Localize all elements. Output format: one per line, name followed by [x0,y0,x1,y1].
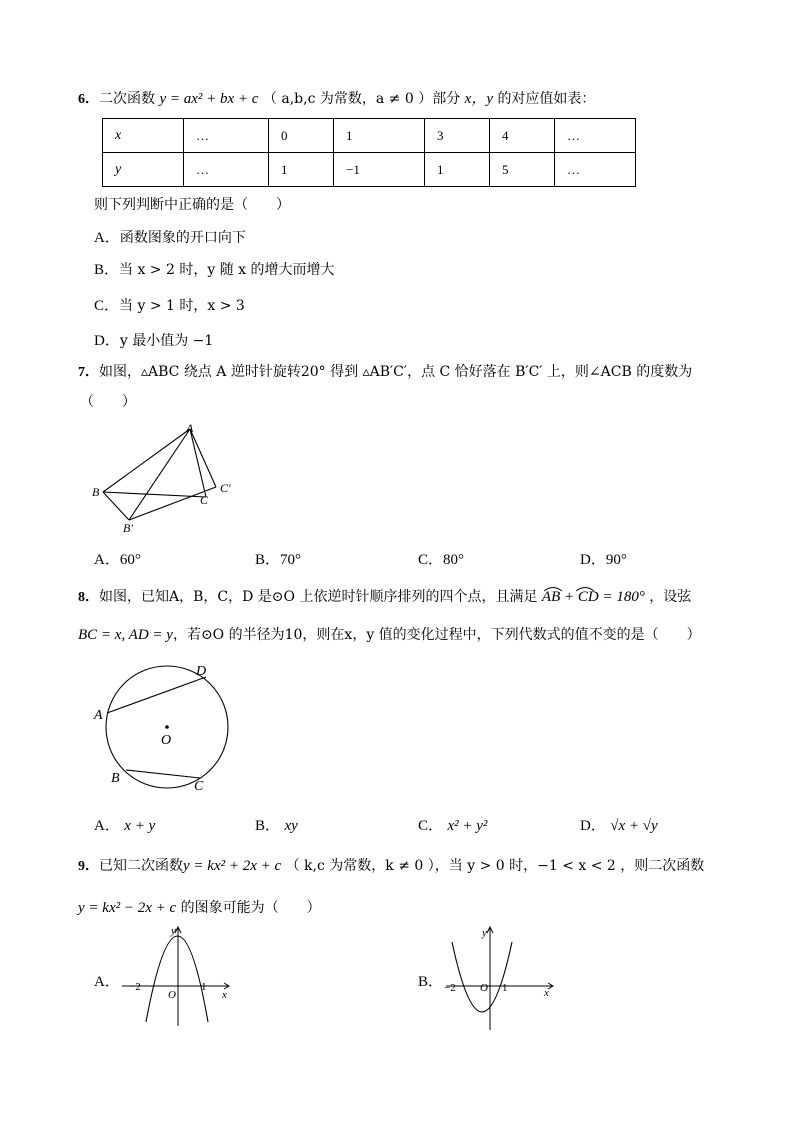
q7-stem: 7．如图，▵ABC 绕点 A 逆时针旋转20° 得到 ▵AB′C′，点 C 恰好落在 B′C′ 上，则∠ACB 的度数为 [78,364,693,380]
q7-option-a[interactable]: A．60° [94,552,141,568]
svg-text:−2: −2 [129,981,141,993]
q6-option-c[interactable]: C．当 y > 1 时，x > 3 [94,298,245,314]
q8-option-c[interactable]: C． x² + y² [418,818,488,834]
svg-text:x: x [222,989,227,1001]
svg-text:−2: −2 [444,982,456,994]
q9-option-a[interactable]: A． [94,974,120,990]
label-B-prime: B′ [123,521,133,535]
svg-text:y: y [171,925,176,937]
label-C-prime: C′ [220,481,231,495]
table-row: y … 1 −1 1 5 … [103,153,636,187]
q8-option-a[interactable]: A． x + y [94,818,156,834]
q6-option-b[interactable]: B．当 x > 2 时，y 随 x 的增大而增大 [94,262,335,278]
q6-option-a[interactable]: A．函数图象的开口向下 [94,230,246,246]
table-row: x … 0 1 3 4 … [103,119,636,153]
svg-text:x: x [544,987,549,999]
label-C: C [194,779,204,794]
svg-text:y: y [482,927,487,939]
q6-stem: 6．二次函数 y = ax² + bx + c （ a,b,c 为常数，a ≠ 0 ）部分 x，y 的对应值如表： [78,91,596,107]
q8-stem-line1: 8．如图，已知A，B，C，D 是⊙O 上依逆时针顺序排列的四个点，且满足 AB + CD = 180° ，设弦 [78,586,691,606]
arc-marks [542,584,598,592]
label-A: A [94,708,103,723]
q7-option-d[interactable]: D．90° [580,552,627,568]
q8-stem-line2: BC = x, AD = y，若⊙O 的半径为10，则在x，y 值的变化过程中，下列代数式的值不变的是（ ） [78,627,701,643]
label-B: B [111,771,120,786]
q8-circle-figure [88,656,248,796]
svg-text:O: O [168,989,176,1001]
q6-prompt: 则下列判断中正确的是（ ） [94,197,290,213]
q8-option-d[interactable]: D． √x + √y [580,818,658,834]
q9-graph-a [116,924,236,1028]
label-B: B [92,485,100,499]
label-C: C [200,493,209,507]
q7-triangle-figure [88,420,248,540]
q9-stem-line1: 9．已知二次函数y = kx² + 2x + c （ k,c 为常数，k ≠ 0 ），当 y > 0 时，−1 < x < 2 ，则二次函数 [78,858,705,874]
label-D: D [196,664,207,679]
arc-equation: AB + CD = 180° [542,589,645,605]
label-A: A [186,421,194,435]
q7-option-b[interactable]: B．70° [255,552,302,568]
q7-option-c[interactable]: C．80° [418,552,465,568]
label-O: O [161,733,172,748]
q9-stem-line2: y = kx² − 2x + c 的图象可能为（ ） [78,900,321,916]
svg-text:O: O [480,982,488,994]
q8-option-b[interactable]: B． xy [255,818,298,834]
q6-option-d[interactable]: D．y 最小值为 −1 [94,333,214,349]
q9-graph-b [440,924,560,1032]
q9-option-b[interactable]: B． [418,974,444,990]
q6-value-table [102,118,636,187]
q7-blank: （ ） [80,394,136,410]
svg-text:1: 1 [502,982,508,994]
svg-text:1: 1 [201,981,207,993]
